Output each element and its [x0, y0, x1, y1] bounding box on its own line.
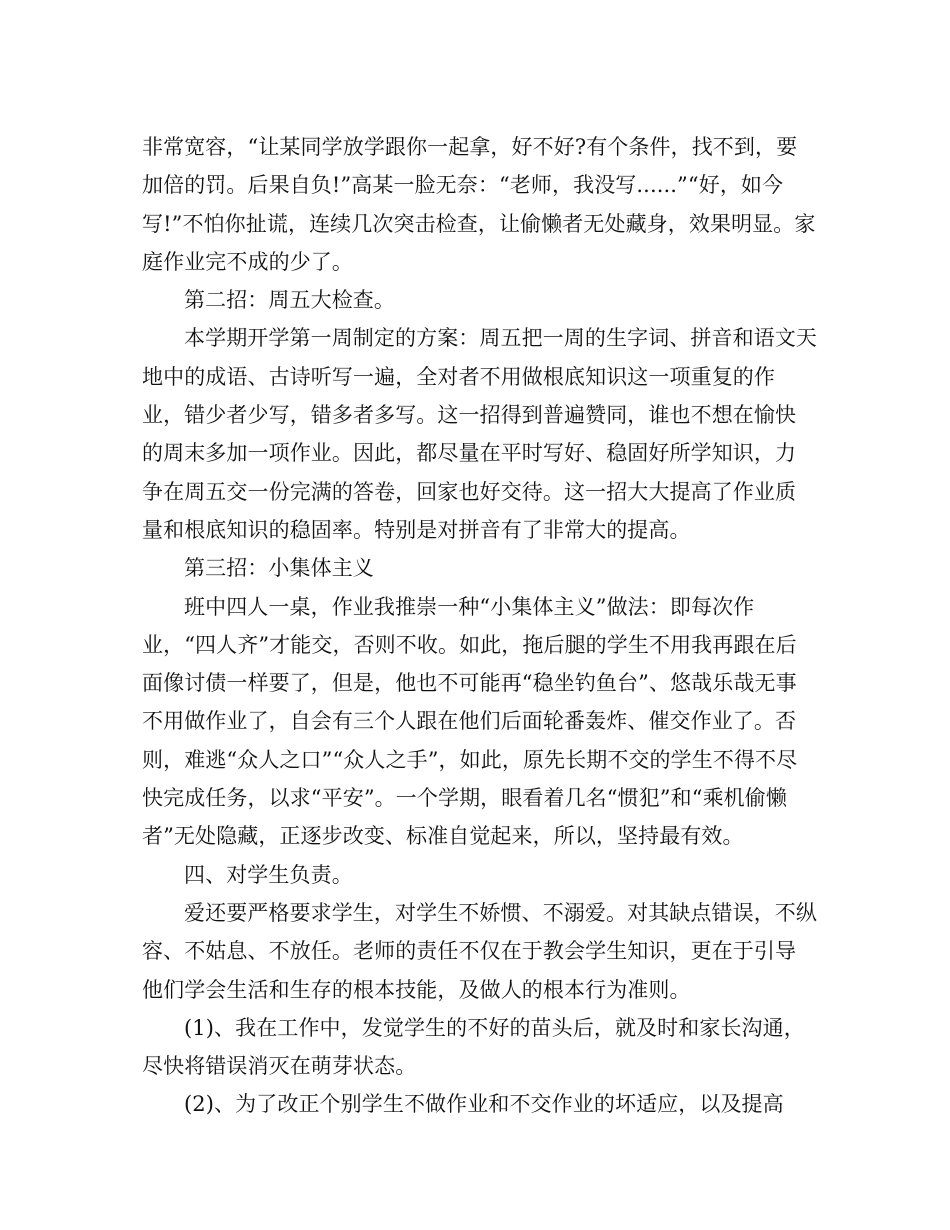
- paragraph-strict-love: 爱还要严格要求学生，对学生不娇惯、不溺爱。对其缺点错误，不纵容、不姑息、不放任。老师的责任不仅在于教会学生知识，更在于引导他们学会生活和生存的根本技能，及做人的根本行为准则。: [142, 900, 817, 1002]
- paragraph-homework-check: 非常宽容，“让某同学放学跟你一起拿，好不好?有个条件，找不到，要加倍的罚。后果自负!”高某一脸无奈：“老师，我没写......”“好，如今写!”不怕你扯谎，连续几次突击检查，让偷懒者无处藏身，效果明显。家庭作业完不成的少了。: [142, 135, 816, 274]
- heading-section-four: 四、对学生负责。: [184, 862, 353, 887]
- heading-third-trick: 第三招：小集体主义: [184, 556, 374, 581]
- paragraph-point-one: (1)、我在工作中，发觉学生的不好的苗头后，就及时和家长沟通，尽快将错误消灭在萌芽状态。: [142, 1015, 805, 1079]
- paragraph-small-group: 班中四人一桌，作业我推崇一种“小集体主义”做法：即每次作业，“四人齐”才能交，否则不收。如此，拖后腿的学生不用我再跟在后面像讨债一样要了，但是，他也不可能再“稳坐钓鱼台”、悠哉乐哉无事不用做作业了，自会有三个人跟在他们后面轮番轰炸、催交作业了。否则，难逃“众人之口”“众人之手”，如此，原先长期不交的学生不得不尽快完成任务，以求“平安”。一个学期，眼看着几名“惯犯”和“乘机偷懒者”无处隐藏，正逐步改变、标准自觉起来，所以，坚持最有效。: [142, 594, 798, 849]
- paragraph-point-two: (2)、为了改正个别学生不做作业和不交作业的坏适应，以及提高: [184, 1092, 784, 1117]
- document-body: [142, 128, 817, 1124]
- heading-second-trick: 第二招：周五大检查。: [184, 288, 395, 313]
- paragraph-friday-plan: 本学期开学第一周制定的方案：周五把一周的生字词、拼音和语文天地中的成语、古诗听写一遍，全对者不用做根底知识这一项重复的作业，错少者少写，错多者多写。这一招得到普遍赞同，谁也不想在愉快的周末多加一项作业。因此，都尽量在平时写好、稳固好所学知识，力争在周五交一份完满的答卷，回家也好交待。这一招大大提高了作业质量和根底知识的稳固率。特别是对拼音有了非常大的提高。: [142, 326, 817, 542]
